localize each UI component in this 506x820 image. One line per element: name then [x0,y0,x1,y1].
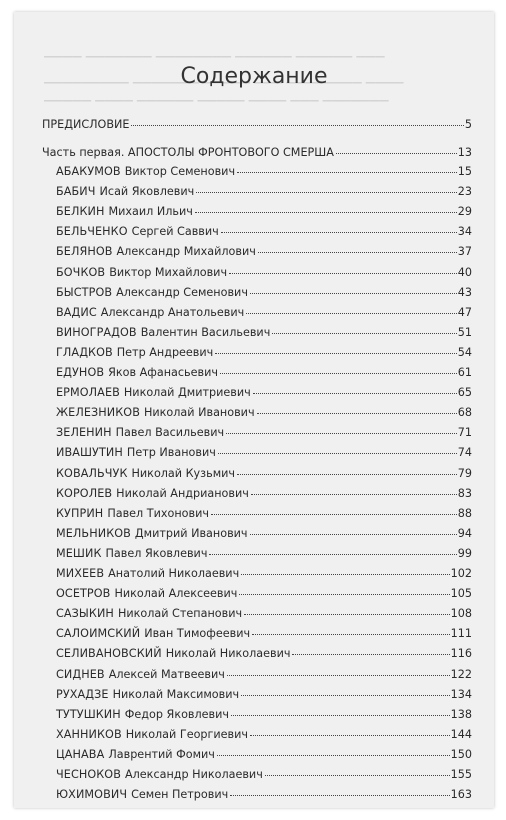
toc-page-number: 111 [450,627,472,641]
toc-entry-given-name: Николай Кузьмич [131,466,236,480]
dot-leader [250,735,450,736]
toc-entry-given-name: Павел Тихонович [107,506,209,520]
toc-entry [56,668,472,682]
toc-entry-given-name: Александр Семенович [116,285,248,299]
toc-page-number: 74 [457,446,472,460]
toc-entry-given-name: Сергей Саввич [131,225,219,239]
toc-entry-given-name: Николай Иванович [143,406,255,420]
toc-entry [56,406,472,420]
toc-entry-given-name: Александр Анатольевич [100,305,245,319]
toc-entry [56,346,472,360]
toc-entry-surname: АБАКУМОВ [56,165,121,178]
toc-entry [56,748,472,762]
toc-entry-surname: ЕДУНОВ [56,366,105,379]
toc-entry [56,788,472,802]
toc-page-number: 102 [450,567,472,580]
toc-entry-given-name: Семен Петрович [131,788,229,802]
toc-entry [56,185,472,199]
toc-page-number: 155 [450,768,472,781]
toc-entry [56,627,472,641]
toc-entry-surname: СИДНЕВ [56,667,105,681]
toc-entry-surname: ИВАШУТИН [56,446,123,460]
toc-entry-given-name: Федор Яковлевич [124,707,230,721]
toc-entry-given-name: Николай Дмитриевич [123,386,251,400]
toc-entry-surname: ГЛАДКОВ [56,345,113,359]
toc-entry [56,225,472,239]
toc-page-number: 150 [450,747,472,761]
toc-entry-surname: ЕРМОЛАЕВ [56,386,120,400]
bleed-through-text: ▔▔▔▔ ▔▔▔▔▔▔▔ ▔▔▔▔▔▔▔▔ ▔▔▔▔▔▔ ▔▔▔▔▔▔ ▔▔▔ [44,56,385,70]
toc-entry [56,366,472,380]
dot-leader [131,125,463,126]
toc-page-number: 105 [450,587,472,601]
toc-entry-surname: РУХАДЗЕ [56,687,109,701]
toc-entry-given-name: Николай Николаевич [165,647,291,661]
toc-entry [56,386,472,400]
toc-entry [56,567,472,581]
toc-page-number: 94 [457,526,472,540]
toc-page-number: 40 [457,265,472,279]
toc-entry-given-name: Виктор Михайлович [109,265,228,279]
toc-entry [56,286,472,300]
toc-page-number: 163 [450,788,472,802]
toc-entry-surname: ЮХИМОВИЧ [56,788,128,802]
toc-entry [56,547,472,561]
toc-entry [56,266,472,280]
toc-entry-given-name: Яков Афанасьевич [108,366,218,379]
toc-entry-given-name: Иван Тимофеевич [144,627,251,641]
dot-leader [195,212,457,213]
toc-page-number: 23 [457,185,472,199]
toc-entry-given-name: Лаврентий Фомич [108,747,215,761]
toc-page-number: 134 [450,687,472,701]
toc-entry-part [42,146,472,160]
toc-entry [56,647,472,661]
dot-leader [292,654,449,655]
toc-entry-given-name: Александр Николаевич [125,768,263,781]
toc-page-number: 122 [450,667,472,681]
dot-leader [217,755,450,756]
toc-entry-surname: ХАННИКОВ [56,727,122,741]
toc-entry-given-name: Николай Максимович [112,687,240,701]
toc-entry-given-name: Валентин Васильевич [140,325,271,339]
dot-leader [231,715,450,716]
toc-entry-surname: КОВАЛЬЧУК [56,466,128,480]
dot-leader [252,634,450,635]
toc-entry-surname: БОЧКОВ [56,265,106,279]
toc-page-number: 34 [457,225,472,239]
toc-entry [56,446,472,460]
toc-entry [56,467,472,481]
toc-page-number: 13 [457,146,472,159]
toc-page-number: 71 [457,426,472,440]
toc-entry-surname: ТУТУШКИН [56,707,121,721]
toc-entry-surname: ВИНОГРАДОВ [56,325,137,339]
toc-page-number: 15 [457,165,472,178]
toc-entry-given-name: Дмитрий Иванович [134,526,248,540]
toc-page-number: 5 [464,118,472,131]
dot-leader [230,795,449,796]
toc-entry-surname: БЫСТРОВ [56,285,113,299]
toc-entry-surname: САЗЫКИН [56,607,114,621]
toc-entry-surname: САЛОИМСКИЙ [56,627,141,641]
toc-page-number: 61 [457,366,472,379]
toc-entry [56,205,472,219]
toc-entry-surname: ЖЕЛЕЗНИКОВ [56,406,140,420]
toc-entry [56,487,472,501]
toc-entry-surname: МИХЕЕВ [56,567,105,580]
toc-entry-given-name: Петр Андреевич [116,345,214,359]
toc-entry-surname: КУПРИН [56,506,104,520]
toc-page-number: 68 [457,406,472,420]
toc-page-number: 47 [457,305,472,319]
toc-entry-surname: ЗЕЛЕНИН [56,426,112,440]
toc-entry [56,708,472,722]
dot-leader [336,153,457,154]
dot-leader [220,373,457,374]
dot-leader [215,353,456,354]
toc-page-number: 43 [457,285,472,299]
toc-entry-surname: БЕЛЯНОВ [56,245,113,259]
toc-entry-surname: ЧЕСНОКОВ [56,768,121,781]
dot-leader [239,594,449,595]
dot-leader [221,232,457,233]
toc-entry-surname: БАБИЧ [56,185,96,199]
toc-page-number: 29 [457,205,472,219]
dot-leader [226,433,457,434]
toc-page-number: 83 [457,486,472,500]
toc-entry [56,587,472,601]
dot-leader [244,614,450,615]
toc-entry [56,306,472,320]
dot-leader [253,393,457,394]
toc-page-number: 37 [457,245,472,259]
dot-leader [251,494,457,495]
toc-entry-given-name: Николай Алексеевич [114,587,238,601]
toc-page-number: 51 [457,325,472,339]
toc-entry-surname: МЕЛЬНИКОВ [56,526,131,540]
toc-page-number: 54 [457,345,472,359]
toc-page-number: 99 [457,546,472,560]
toc-entry-given-name: Михаил Ильич [108,205,193,219]
bleed-through-text: ▔▔▔▔▔▔▔▔▔ ▔▔▔▔▔▔▔ ▔▔▔▔▔ ▔▔▔ ▔▔▔▔▔▔▔▔ ▔▔▔▔ [44,82,404,96]
dot-leader [257,413,457,414]
toc-entry-given-name: Павел Яковлевич [105,546,208,560]
toc-entry [56,527,472,541]
toc-page-number: 79 [457,466,472,480]
toc-page-number: 116 [450,647,472,661]
toc-page-number: 138 [450,707,472,721]
toc-entry-given-name: Александр Михайлович [116,245,256,259]
toc-page-number: 144 [450,727,472,741]
dot-leader [218,453,457,454]
toc-entry-given-name: Исай Яковлевич [99,185,195,199]
book-page [14,12,494,808]
toc-entry [56,768,472,782]
toc-entry-given-name: Виктор Семенович [124,165,236,178]
toc-entry-given-name: Петр Иванович [126,446,216,460]
toc-entry [56,165,472,179]
toc-entry-given-name: Николай Степанович [117,607,243,621]
dot-leader [229,273,457,274]
dot-leader [272,333,456,334]
toc-entry-surname: СЕЛИВАНОВСКИЙ [56,647,162,661]
dot-leader [265,775,450,776]
toc-entry-given-name: Анатолий Николаевич [108,567,240,580]
dot-leader [211,514,457,515]
toc-entry-preface [42,118,472,132]
toc-entry [56,507,472,521]
toc-entry [56,245,472,259]
toc-part-label: Часть первая. АПОСТОЛЫ ФРОНТОВОГО СМЕРША [42,146,334,159]
toc-entry-surname: ВАДИС [56,305,97,319]
page-title: Содержание [180,64,328,89]
toc-page-number: 108 [450,607,472,621]
dot-leader [209,554,456,555]
toc-entry [56,728,472,742]
toc-entry-surname: КОРОЛЕВ [56,486,113,500]
dot-leader [227,675,450,676]
toc-page-number: 65 [457,386,472,400]
toc-entry [56,688,472,702]
toc-entry [56,607,472,621]
dot-leader [250,534,457,535]
toc-entry-given-name: Алексей Матвеевич [108,667,225,681]
dot-leader [237,172,457,173]
dot-leader [250,293,457,294]
dot-leader [258,252,457,253]
toc-entry-surname: БЕЛЬЧЕНКО [56,225,128,239]
toc-entry [56,426,472,440]
toc-entry-label: ПРЕДИСЛОВИЕ [42,118,130,131]
dot-leader [196,192,457,193]
toc-page-number: 88 [457,506,472,520]
toc-entry-surname: ОСЕТРОВ [56,587,111,601]
toc-entry-given-name: Николай Георгиевич [125,727,249,741]
toc-entry-given-name: Павел Васильевич [115,426,225,440]
toc-entry-given-name: Николай Андрианович [116,486,249,500]
dot-leader [237,474,457,475]
toc-entry-surname: МЕШИК [56,546,102,560]
toc-entry [56,326,472,340]
dot-leader [241,695,450,696]
toc-entry-surname: ЦАНАВА [56,747,105,761]
dot-leader [246,313,457,314]
dot-leader [241,574,449,575]
bleed-through-text: ▔▔▔▔▔ ▔▔▔▔ ▔▔▔▔▔▔ ▔▔▔▔▔ ▔▔▔▔ ▔▔▔ ▔▔▔▔▔▔▔ [44,100,389,114]
toc-entry-surname: БЕЛКИН [56,205,105,219]
